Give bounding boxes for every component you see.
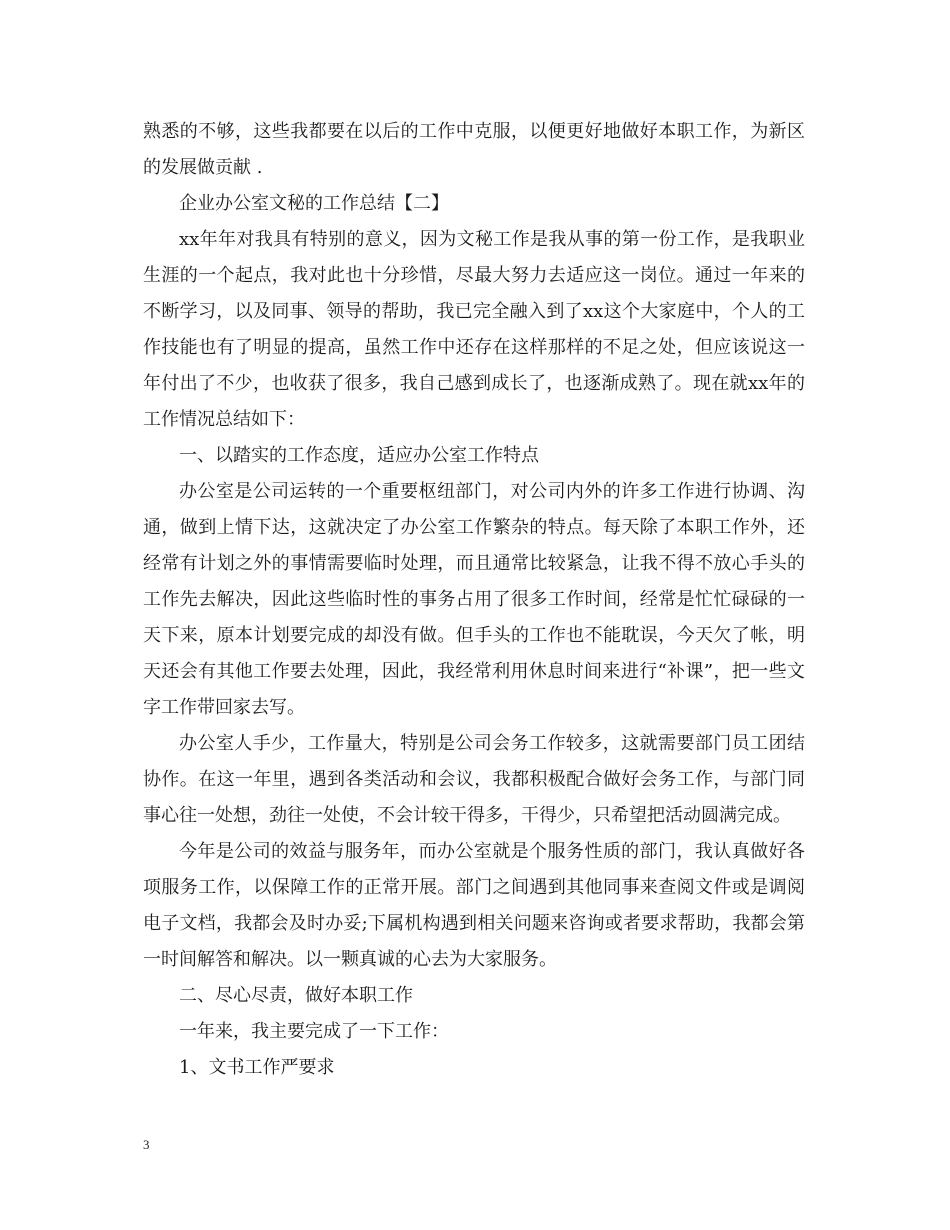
paragraph-continuation: 熟悉的不够，这些我都要在以后的工作中克服，以便更好地做好本职工作，为新区的发展做贡献 . bbox=[143, 121, 805, 178]
paragraph-summary-intro: 一年来，我主要完成了一下工作： bbox=[179, 1021, 449, 1042]
page-number: 3 bbox=[143, 1137, 150, 1152]
paragraph-intro: xx年年对我具有特别的意义，因为文秘工作是我从事的第一份工作，是我职业生涯的一个起点，我对此也十分珍惜，尽最大努力去适应这一岗位。通过一年来的不断学习，以及同事、领导的帮助，我已完全融入到了xx这个大家庭中，个人的工作技能也有了明显的提高，虽然工作中还存在这样那样的不足之处，但应该说这一年付出了不少，也收获了很多，我自己感到成长了，也逐渐成熟了。现在就xx年的工作情况总结如下： bbox=[143, 229, 805, 430]
paragraph-office-role: 办公室是公司运转的一个重要枢纽部门，对公司内外的许多工作进行协调、沟通，做到上情下达，这就决定了办公室工作繁杂的特点。每天除了本职工作外，还经常有计划之外的事情需要临时处理，而且通常比较紧急，让我不得不放心手头的工作先去解决，因此这些临时性的事务占用了很多工作时间，经常是忙忙碌碌的一天下来，原本计划要完成的却没有做。但手头的工作也不能耽误，今天欠了帐，明天还会有其他工作要去处理，因此，我经常利用休息时间来进行“补课”，把一些文字工作带回家去写。 bbox=[143, 481, 805, 718]
subheading-1: 1、文书工作严要求 bbox=[179, 1057, 335, 1078]
section-title: 企业办公室文秘的工作总结【二】 bbox=[179, 193, 449, 214]
paragraph-teamwork: 办公室人手少，工作量大，特别是公司会务工作较多，这就需要部门员工团结协作。在这一年里，遇到各类活动和会议，我都积极配合做好会务工作，与部门同事心往一处想，劲往一处使，不会计较干得多，干得少，只希望把活动圆满完成。 bbox=[143, 733, 805, 826]
heading-2: 二、尽心尽责，做好本职工作 bbox=[179, 985, 413, 1006]
heading-1: 一、以踏实的工作态度，适应办公室工作特点 bbox=[179, 445, 539, 466]
paragraph-service: 今年是公司的效益与服务年，而办公室就是个服务性质的部门，我认真做好各项服务工作，以保障工作的正常开展。部门之间遇到其他同事来查阅文件或是调阅电子文档，我都会及时办妥;下属机构遇到相关问题来咨询或者要求帮助，我都会第一时间解答和解决。以一颗真诚的心去为大家服务。 bbox=[143, 841, 805, 970]
document-body bbox=[143, 114, 805, 1086]
